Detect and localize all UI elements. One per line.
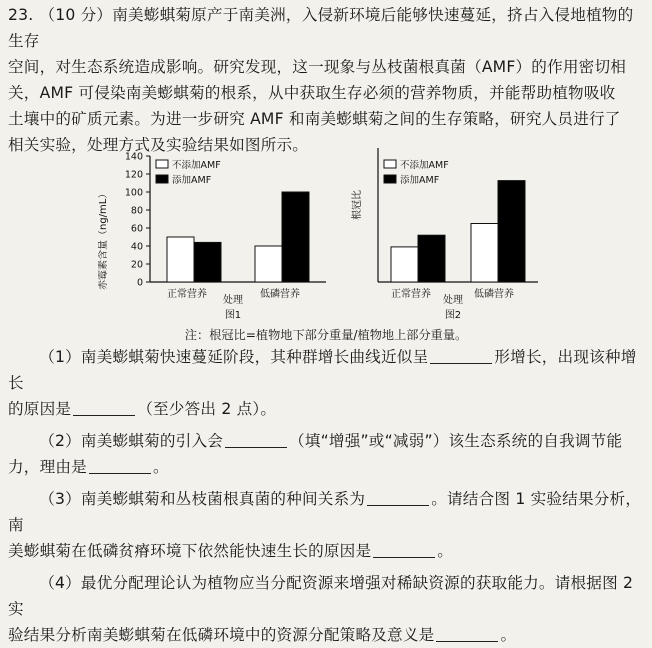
bar-no-amf-2 xyxy=(255,246,282,282)
figure-2-caption: 图2 xyxy=(444,310,462,321)
q1-text-d: （至少答出 2 点）。 xyxy=(137,400,277,418)
q3-blank-1[interactable] xyxy=(367,489,429,506)
q1-text-a: （1）南美蟛蜞菊快速蔓延阶段，其种群增长曲线近似呈 xyxy=(39,348,429,366)
figure-1-tick-label: 40 xyxy=(130,241,143,253)
q3-text-b: 。请结合图 1 实验结果分析，南 xyxy=(8,490,642,534)
q2-text-b: （填“增强”或“减弱”）该生态系统的自我调节能 xyxy=(289,432,623,450)
figure-2-legend-swatch-2 xyxy=(384,175,396,183)
intro-line-3: 关，AMF 可侵染南美蟛蜞菊的根系，从中获取生存必须的营养物质，并能帮助植物吸收 xyxy=(8,84,616,102)
figure-1-legend-label-1: 不添加AMF xyxy=(172,160,221,171)
bar-amf-1 xyxy=(194,242,221,282)
figure-2-bars xyxy=(391,181,525,282)
question-number: 23. xyxy=(8,6,34,24)
figure-2-ylabel: 根冠比 xyxy=(352,190,363,220)
q1-text-c: 的原因是 xyxy=(8,400,72,418)
q2-text-d: 。 xyxy=(152,458,169,476)
figure-2 xyxy=(348,140,548,328)
figure-1-tick-label: 100 xyxy=(124,187,143,199)
q2-line-1 xyxy=(8,428,644,454)
bar-amf-2 xyxy=(282,192,309,282)
q2-blank-1[interactable] xyxy=(225,431,287,448)
figure-1-xlabel: 处理 xyxy=(223,295,243,306)
figure-2-category-2: 低磷营养 xyxy=(474,289,514,300)
question-score: （10 分） xyxy=(39,6,113,24)
intro-line-1 xyxy=(8,2,644,54)
q3-line-2 xyxy=(8,538,644,564)
bar-no-amf-2 xyxy=(471,224,498,283)
figure-1-tick-label: 80 xyxy=(130,205,143,217)
q3-blank-2[interactable] xyxy=(373,541,435,558)
q2-blank-2[interactable] xyxy=(89,457,151,474)
figure-2-chart xyxy=(348,140,548,324)
figure-2-category-1: 正常营养 xyxy=(391,289,431,300)
question-intro xyxy=(8,2,644,158)
figure-1-chart xyxy=(98,140,338,324)
q4-line-1: （4）最优分配理论认为植物应当分配资源来增强对稀缺资源的获取能力。请根据图 2 实 xyxy=(8,574,634,618)
q3-text-a: （3）南美蟛蜞菊和丛枝菌根真菌的种间关系为 xyxy=(39,490,366,508)
q3-text-d: 。 xyxy=(437,542,454,560)
q3-text-c: 美蟛蜞菊在低磷贫瘠环境下依然能快速生长的原因是 xyxy=(8,542,372,560)
figure-1-tick-label: 140 xyxy=(124,151,143,163)
figure-2-legend-label-1: 不添加AMF xyxy=(400,160,449,171)
figure-1-legend-label-2: 添加AMF xyxy=(172,175,212,186)
figure-2-xlabel: 处理 xyxy=(443,295,463,306)
bar-no-amf-1 xyxy=(391,247,418,282)
figure-1-category-1: 正常营养 xyxy=(167,289,207,300)
q4-line-2 xyxy=(8,622,644,648)
q2-text-a: （2）南美蟛蜞菊的引入会 xyxy=(39,432,224,450)
subquestions xyxy=(8,344,644,648)
q1-line-2 xyxy=(8,396,644,422)
intro-line-5: 相关实验，处理方式及实验结果如图所示。 xyxy=(8,136,309,154)
figure-1-tick-label: 20 xyxy=(130,259,143,271)
figure-1-tick-label: 0 xyxy=(136,277,143,289)
q1-blank-2[interactable] xyxy=(73,399,135,416)
figure-1-caption: 图1 xyxy=(224,310,242,321)
q1-text-b: 形增长，出现该种增长 xyxy=(8,348,637,392)
q2-text-c: 力，理由是 xyxy=(8,458,87,476)
figure-1-legend-swatch-1 xyxy=(156,160,168,168)
bar-amf-2 xyxy=(498,181,525,282)
figure-1-tick-label: 60 xyxy=(130,223,143,235)
bar-no-amf-1 xyxy=(167,237,194,282)
intro-line-4: 土壤中的矿质元素。为进一步研究 AMF 和南美蟛蜞菊之间的生存策略，研究人员进行了 xyxy=(8,110,621,128)
q3-line-1 xyxy=(8,486,644,538)
q1-blank-1[interactable] xyxy=(430,347,492,364)
figure-1 xyxy=(98,140,338,328)
intro-text-1: 南美蟛蜞菊原产于南美洲，入侵新环境后能够快速蔓延，挤占入侵地植物的生存 xyxy=(8,6,634,50)
q4-text-b: 验结果分析南美蟛蜞菊在低磷环境中的资源分配策略及意义是 xyxy=(8,626,435,644)
figure-2-legend-label-2: 添加AMF xyxy=(400,175,440,186)
figure-1-yticks xyxy=(125,152,150,289)
q4-text-c: 。 xyxy=(500,626,517,644)
q2-line-2 xyxy=(8,454,644,480)
figure-note: 注：根冠比=植物地下部分重量/植物地上部分重量。 xyxy=(184,328,468,342)
q4-blank-1[interactable] xyxy=(436,625,498,642)
figure-1-tick-label: 120 xyxy=(124,169,143,181)
figure-1-legend-swatch-2 xyxy=(156,175,168,183)
figure-1-bars xyxy=(167,192,309,282)
figure-1-ylabel: 赤霉素含量（ng/mL） xyxy=(98,188,109,290)
q1-line-1 xyxy=(8,344,644,396)
figure-1-category-2: 低磷营养 xyxy=(260,289,300,300)
bar-amf-1 xyxy=(418,235,445,282)
intro-line-2: 空间，对生态系统造成影响。研究发现，这一现象与丛枝菌根真菌（AMF）的作用密切相 xyxy=(8,58,627,76)
figure-2-legend-swatch-1 xyxy=(384,160,396,168)
